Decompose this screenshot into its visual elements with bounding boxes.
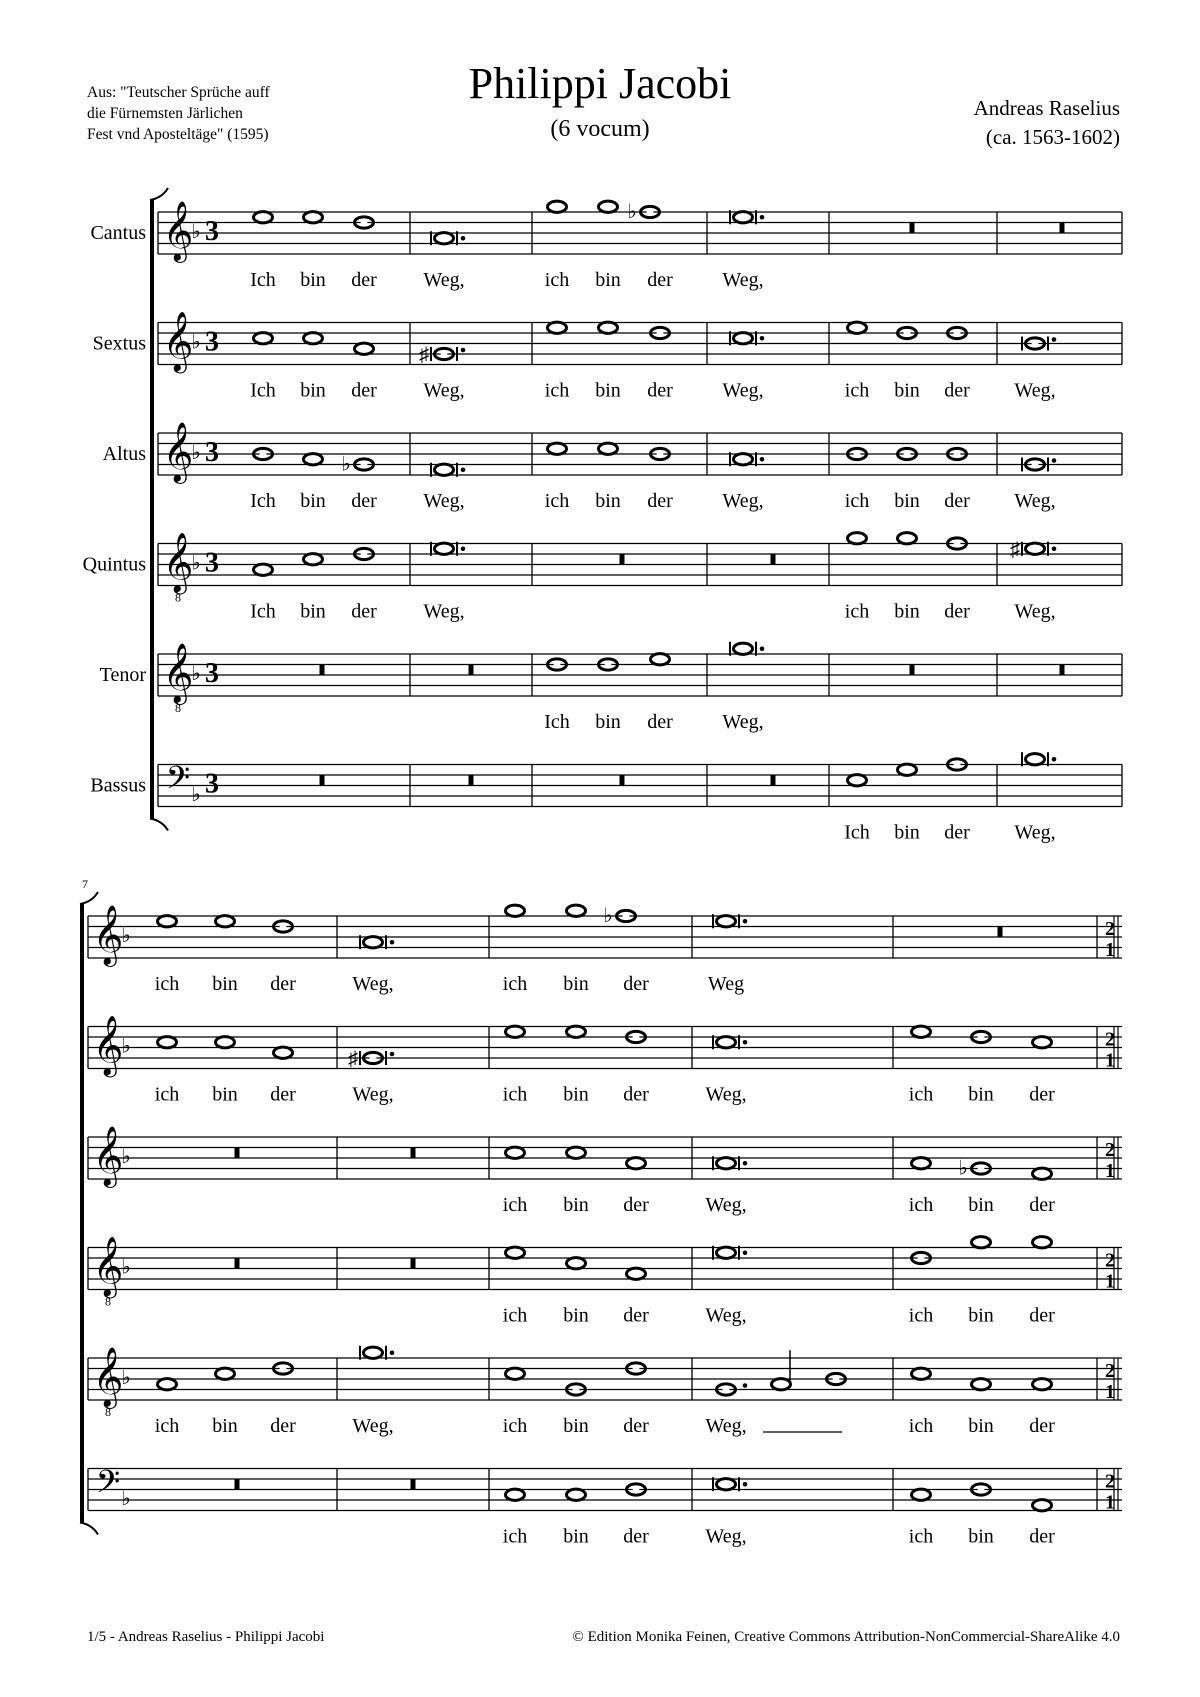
breve-rest (235, 1148, 240, 1159)
note-head-hollow (258, 333, 268, 343)
augmentation-dot (760, 215, 765, 220)
augmentation-dot (743, 1161, 748, 1166)
bracket-hook (80, 1523, 98, 1535)
lyric-syllable: Weg, (423, 269, 465, 291)
lyric-syllable: bin (595, 711, 621, 733)
time-signature: 2 (1105, 1249, 1115, 1272)
lyric-syllable: Ich (250, 600, 276, 623)
note-head-hollow (1037, 1500, 1047, 1510)
note-head-hollow (721, 1479, 731, 1489)
time-signature: 2 (1105, 1139, 1115, 1161)
lyric-syllable: bin (894, 600, 920, 623)
note-head-hollow (1037, 1037, 1047, 1047)
octave-marker: 8 (175, 701, 181, 715)
lyric-syllable: der (623, 1083, 649, 1106)
lyric-syllable: Weg, (1014, 821, 1056, 844)
lyric-syllable: Weg, (705, 1304, 747, 1327)
note-head-hollow (552, 202, 562, 212)
note-head-hollow (631, 1269, 641, 1279)
lyric-syllable: Ich (250, 490, 276, 512)
note-head-hollow (220, 916, 230, 926)
key-flat-icon: ♭ (121, 1488, 131, 1510)
lyric-syllable: der (270, 1083, 296, 1106)
breve-rest (998, 927, 1003, 938)
note-head-hollow (220, 1037, 230, 1047)
augmentation-dot (390, 1052, 395, 1057)
bass-clef-icon: 𝄢 (95, 1465, 121, 1508)
accidental-flat-icon: ♭ (627, 201, 637, 223)
note-head-hollow (510, 1148, 520, 1158)
lyric-syllable: bin (595, 379, 621, 402)
source-line: Aus: "Teutscher Sprüche auff (87, 84, 270, 101)
note-head-hollow (571, 1490, 581, 1500)
note-head-hollow (510, 1490, 520, 1500)
lyric-syllable: der (944, 379, 970, 402)
time-signature: 1 (1105, 1381, 1115, 1403)
augmentation-dot (461, 546, 466, 551)
note-head-hollow (852, 533, 862, 543)
note-head-hollow (603, 323, 613, 333)
octave-marker: 8 (175, 590, 181, 605)
lyric-syllable: der (623, 1525, 649, 1548)
source-line: Fest vnd Aposteltäge" (1595) (87, 126, 269, 143)
lyric-syllable: Weg, (705, 1083, 747, 1106)
time-signature: 3 (205, 326, 219, 358)
augmentation-dot (760, 646, 765, 651)
lyric-syllable: Weg, (352, 1415, 394, 1437)
lyric-syllable: Weg, (423, 600, 465, 623)
breve-rest (411, 1479, 416, 1490)
breve-rest (771, 775, 776, 786)
note-head-hollow (655, 654, 665, 664)
lyric-syllable: Weg, (722, 490, 764, 512)
lyric-syllable: ich (502, 1304, 528, 1327)
note-head-hollow (552, 323, 562, 333)
lyric-syllable: Ich (250, 269, 276, 291)
lyric-syllable: bin (300, 490, 326, 512)
lyric-syllable: ich (844, 490, 870, 512)
note-head-hollow (916, 1158, 926, 1168)
lyric-syllable: Weg, (722, 711, 764, 733)
note-head-hollow (439, 465, 449, 475)
lyric-syllable: bin (300, 600, 326, 623)
treble-clef-icon: 𝄞 (162, 645, 194, 702)
note-head-hollow (278, 1048, 288, 1058)
note-head-hollow (1030, 544, 1040, 554)
lyric-syllable: bin (968, 1083, 994, 1106)
accidental-flat-icon: ♭ (341, 453, 351, 476)
note-head-hollow (631, 1158, 641, 1168)
lyric-syllable: ich (544, 379, 570, 402)
voice-label: Bassus (90, 774, 146, 797)
note-head-hollow (738, 212, 748, 222)
breve-rest (320, 775, 325, 786)
note-head-hollow (902, 533, 912, 543)
key-flat-icon: ♭ (191, 331, 201, 354)
augmentation-dot (743, 1383, 748, 1388)
bass-clef-icon: 𝄢 (165, 761, 191, 804)
note-head-hollow (258, 212, 268, 222)
lyric-syllable: der (944, 600, 970, 623)
lyric-syllable: bin (894, 821, 920, 844)
bracket-hook (80, 892, 98, 904)
breve-rest (620, 775, 625, 786)
lyric-syllable: der (944, 821, 970, 844)
lyric-syllable: Weg, (722, 379, 764, 402)
lyric-syllable: Ich (544, 711, 570, 733)
note-head-hollow (738, 333, 748, 343)
augmentation-dot (1052, 757, 1057, 762)
note-head-hollow (916, 1027, 926, 1037)
accidental-sharp-icon: ♯ (348, 1048, 358, 1070)
note-head-hollow (721, 1037, 731, 1047)
time-signature: 1 (1105, 1160, 1115, 1182)
time-signature: 3 (205, 547, 219, 579)
lyric-syllable: ich (544, 269, 570, 291)
key-flat-icon: ♭ (121, 1035, 131, 1058)
lyric-syllable: ich (908, 1525, 934, 1548)
augmentation-dot (743, 1040, 748, 1045)
lyric-syllable: Weg, (1014, 490, 1056, 512)
lyric-syllable: bin (563, 1083, 589, 1106)
lyric-syllable: der (623, 1304, 649, 1327)
lyric-syllable: bin (968, 1525, 994, 1548)
voice-label: Altus (102, 443, 146, 465)
note-head-hollow (976, 1379, 986, 1389)
lyric-syllable: der (351, 269, 377, 291)
note-head-hollow (571, 1148, 581, 1158)
lyric-syllable: ich (544, 490, 570, 512)
breve-rest (910, 223, 915, 234)
lyric-syllable: der (351, 600, 377, 623)
note-head-hollow (162, 916, 172, 926)
note-head-hollow (902, 765, 912, 775)
time-signature: 3 (205, 437, 219, 468)
breve-rest (620, 554, 625, 565)
augmentation-dot (461, 236, 466, 241)
note-head-hollow (976, 1237, 986, 1247)
note-head-hollow (916, 1490, 926, 1500)
breve-rest (411, 1258, 416, 1269)
lyric-syllable: bin (300, 269, 326, 291)
voice-label: Quintus (82, 553, 146, 576)
lyric-syllable: bin (563, 1525, 589, 1548)
treble-clef-icon: 𝄞 (92, 1349, 124, 1406)
lyric-syllable: ich (908, 1194, 934, 1216)
lyric-syllable: bin (968, 1415, 994, 1437)
note-head-hollow (308, 333, 318, 343)
lyric-syllable: bin (595, 269, 621, 291)
note-head-hollow (162, 1037, 172, 1047)
augmentation-dot (760, 457, 765, 462)
time-signature: 1 (1105, 1049, 1115, 1072)
lyric-syllable: bin (212, 973, 238, 995)
time-signature: 1 (1105, 1491, 1115, 1514)
lyric-syllable: ich (844, 600, 870, 623)
lyric-syllable: bin (300, 379, 326, 402)
lyric-syllable: Weg, (423, 379, 465, 402)
augmentation-dot (743, 1250, 748, 1255)
note-head-hollow (571, 1027, 581, 1037)
lyric-syllable: bin (595, 490, 621, 512)
lyric-syllable: der (647, 711, 673, 733)
time-signature: 2 (1105, 918, 1115, 940)
voice-label: Sextus (92, 332, 146, 355)
lyric-syllable: Weg, (722, 269, 764, 291)
lyric-syllable: bin (968, 1304, 994, 1327)
breve-rest (469, 775, 474, 786)
time-signature: 3 (205, 658, 219, 689)
treble-clef-icon: 𝄞 (92, 1238, 124, 1296)
lyric-syllable: der (1029, 1525, 1055, 1548)
key-flat-icon: ♭ (191, 442, 201, 464)
lyric-syllable: Weg (707, 973, 745, 995)
treble-clef-icon: 𝄞 (162, 534, 194, 592)
lyric-syllable: der (647, 379, 673, 402)
note-head-hollow (552, 444, 562, 454)
lyric-syllable: bin (212, 1415, 238, 1437)
augmentation-dot (1052, 337, 1057, 342)
lyric-syllable: Weg, (423, 490, 465, 512)
breve-rest (320, 665, 325, 676)
note-head-hollow (258, 565, 268, 575)
note-head-hollow (721, 1248, 731, 1258)
treble-clef-icon: 𝄞 (92, 1128, 124, 1185)
treble-clef-icon: 𝄞 (162, 424, 194, 481)
breve-rest (235, 1479, 240, 1490)
note-head-hollow (162, 1379, 172, 1389)
augmentation-dot (1052, 458, 1057, 463)
composer-name: Andreas Raselius (973, 96, 1120, 120)
lyric-syllable: der (647, 490, 673, 512)
note-head-hollow (852, 775, 862, 785)
breve-rest (910, 665, 915, 676)
breve-rest (411, 1148, 416, 1159)
lyric-syllable: der (351, 490, 377, 512)
lyric-syllable: bin (894, 379, 920, 402)
lyric-syllable: bin (968, 1194, 994, 1216)
key-flat-icon: ♭ (191, 663, 201, 685)
lyric-syllable: der (623, 973, 649, 995)
bracket-hook (150, 188, 168, 200)
note-head-hollow (916, 1369, 926, 1379)
time-signature: 2 (1105, 1028, 1115, 1051)
note-head-hollow (1030, 754, 1040, 764)
augmentation-dot (461, 467, 466, 472)
bracket-hook (150, 819, 168, 831)
note-head-hollow (510, 1027, 520, 1037)
lyric-syllable: ich (908, 1083, 934, 1106)
key-flat-icon: ♭ (191, 552, 201, 575)
note-head-hollow (776, 1379, 786, 1389)
lyric-syllable: der (623, 1194, 649, 1216)
piece-subtitle: (6 vocum) (550, 116, 650, 142)
lyric-syllable: Weg, (352, 973, 394, 995)
breve-rest (771, 554, 776, 565)
time-signature: 2 (1105, 1360, 1115, 1382)
key-flat-icon: ♭ (121, 1146, 131, 1168)
accidental-flat-icon: ♭ (958, 1157, 968, 1180)
lyric-syllable: bin (563, 973, 589, 995)
note-head-hollow (439, 233, 449, 243)
treble-clef-icon: 𝄞 (92, 1017, 124, 1075)
note-head-hollow (1037, 1169, 1047, 1179)
note-head-hollow (308, 212, 318, 222)
note-head-hollow (603, 444, 613, 454)
note-head-hollow (359, 344, 369, 354)
lyric-syllable: Ich (250, 379, 276, 402)
key-flat-icon: ♭ (121, 1256, 131, 1279)
lyric-syllable: ich (154, 1415, 180, 1437)
breve-rest (1060, 223, 1065, 234)
time-signature: 3 (205, 216, 219, 247)
note-head-hollow (571, 1258, 581, 1268)
note-head-hollow (439, 544, 449, 554)
lyric-syllable: ich (502, 1415, 528, 1437)
accidental-flat-icon: ♭ (603, 905, 613, 927)
note-head-hollow (1037, 1237, 1047, 1247)
lyric-syllable: ich (908, 1304, 934, 1327)
key-flat-icon: ♭ (191, 221, 201, 243)
voice-label: Cantus (90, 222, 146, 244)
voice-label: Tenor (99, 664, 146, 686)
footer-license: © Edition Monika Feinen, Creative Commons Attribution-NonCommercial-ShareAlike 4.0 (572, 1629, 1120, 1645)
lyric-syllable: der (647, 269, 673, 291)
lyric-syllable: ich (502, 973, 528, 995)
note-head-hollow (852, 323, 862, 333)
lyric-syllable: der (1029, 1083, 1055, 1106)
lyric-syllable: der (1029, 1194, 1055, 1216)
lyric-syllable: der (270, 1415, 296, 1437)
augmentation-dot (390, 1350, 395, 1355)
note-head-hollow (220, 1369, 230, 1379)
note-head-hollow (603, 202, 613, 212)
lyric-syllable: bin (563, 1194, 589, 1216)
augmentation-dot (760, 336, 765, 341)
key-flat-icon: ♭ (121, 1367, 131, 1389)
lyric-syllable: Weg, (705, 1525, 747, 1548)
breve-rest (1060, 665, 1065, 676)
lyric-syllable: ich (154, 1083, 180, 1106)
octave-marker: 8 (105, 1405, 111, 1419)
lyric-syllable: Weg, (1014, 379, 1056, 402)
lyric-syllable: bin (212, 1083, 238, 1106)
note-head-hollow (721, 916, 731, 926)
lyric-syllable: Weg, (705, 1194, 747, 1216)
lyric-syllable: bin (563, 1415, 589, 1437)
note-head-hollow (308, 454, 318, 464)
note-head-hollow (738, 644, 748, 654)
composer-dates: (ca. 1563-1602) (985, 125, 1120, 149)
source-line: die Fürnemsten Järlichen (87, 105, 243, 122)
accidental-sharp-icon: ♯ (1010, 538, 1020, 561)
time-signature: 3 (205, 768, 219, 800)
note-head-hollow (738, 454, 748, 464)
lyric-syllable: ich (154, 973, 180, 995)
lyric-syllable: der (623, 1415, 649, 1437)
lyric-syllable: bin (894, 490, 920, 512)
note-head-hollow (1037, 1379, 1047, 1389)
note-head-hollow (571, 906, 581, 916)
treble-clef-icon: 𝄞 (92, 907, 124, 964)
note-head-hollow (308, 554, 318, 564)
note-head-hollow (368, 1348, 378, 1358)
footer-page-info: 1/5 - Andreas Raselius - Philippi Jacobi (87, 1629, 325, 1645)
lyric-syllable: der (270, 973, 296, 995)
augmentation-dot (743, 919, 748, 924)
note-head-hollow (368, 937, 378, 947)
time-signature: 2 (1105, 1470, 1115, 1493)
augmentation-dot (461, 348, 466, 353)
piece-title: Philippi Jacobi (468, 59, 732, 108)
lyric-syllable: Weg, (1014, 600, 1056, 623)
lyric-syllable: der (944, 490, 970, 512)
lyric-syllable: Ich (844, 821, 870, 844)
lyric-syllable: der (351, 379, 377, 402)
key-flat-icon: ♭ (191, 784, 201, 806)
key-flat-icon: ♭ (121, 925, 131, 947)
lyric-syllable: der (1029, 1304, 1055, 1327)
measure-number: 7 (82, 877, 88, 891)
note-head-hollow (510, 906, 520, 916)
lyric-syllable: Weg, (705, 1415, 747, 1437)
lyric-syllable: ich (502, 1083, 528, 1106)
time-signature: 1 (1105, 939, 1115, 961)
octave-marker: 8 (105, 1294, 111, 1309)
note-head-hollow (510, 1248, 520, 1258)
accidental-sharp-icon: ♯ (419, 344, 429, 366)
augmentation-dot (743, 1482, 748, 1487)
treble-clef-icon: 𝄞 (162, 203, 194, 260)
treble-clef-icon: 𝄞 (162, 313, 194, 371)
lyric-syllable: ich (844, 379, 870, 402)
lyric-syllable: der (1029, 1415, 1055, 1437)
time-signature: 1 (1105, 1270, 1115, 1293)
note-head-hollow (510, 1369, 520, 1379)
lyric-syllable: bin (563, 1304, 589, 1327)
breve-rest (235, 1258, 240, 1269)
breve-rest (469, 665, 474, 676)
lyric-syllable: Weg, (352, 1083, 394, 1106)
lyric-syllable: ich (502, 1525, 528, 1548)
lyric-syllable: ich (502, 1194, 528, 1216)
augmentation-dot (1052, 546, 1057, 551)
lyric-syllable: ich (908, 1415, 934, 1437)
augmentation-dot (390, 940, 395, 945)
note-head-hollow (721, 1158, 731, 1168)
